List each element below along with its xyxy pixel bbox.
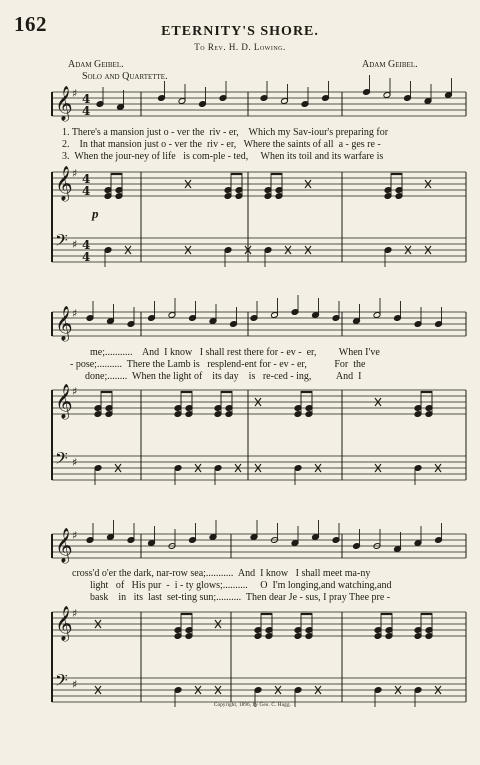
dynamic-marking: p <box>92 206 99 221</box>
sharp-icon: ♯ <box>72 87 78 100</box>
time-signature-icon: 4 <box>82 92 91 106</box>
lyric-line-s2-v2: - pose;.......... There the Lamb is resplend-ent for - ev - er, For the <box>70 359 366 370</box>
sharp-icon: ♯ <box>72 678 78 691</box>
time-signature-icon: 4 <box>82 172 91 186</box>
hymn-title: ETERNITY'S SHORE. <box>161 24 319 39</box>
sharp-icon: ♯ <box>72 385 78 398</box>
dedication: To Rev. H. D. Lowing. <box>194 42 286 52</box>
copyright-notice: Copyright, 1896, by Geo. C. Hugg. <box>214 703 292 708</box>
lyric-line-s3-v2: light of His pur - i - ty glows;.......... O I'm longing,and watching,and <box>90 580 392 591</box>
sharp-icon: ♯ <box>72 456 78 469</box>
treble-clef-icon: 𝄞 <box>55 528 73 563</box>
lyric-line-s1-v2: 2. In that mansion just o - ver the riv - er, Where the saints of all a - ges re - <box>62 139 381 150</box>
sharp-icon: ♯ <box>72 167 78 180</box>
treble-clef-icon: 𝄞 <box>55 306 73 341</box>
bass-clef-icon: 𝄢 <box>55 670 68 694</box>
section-label: Solo and Quartette. <box>82 71 168 82</box>
composer-credit: Adam Geibel. <box>362 59 418 70</box>
treble-clef-icon: 𝄞 <box>55 606 73 641</box>
sharp-icon: ♯ <box>72 607 78 620</box>
treble-clef-icon: 𝄞 <box>55 384 73 419</box>
sharp-icon: ♯ <box>72 307 78 320</box>
sharp-icon: ♯ <box>72 529 78 542</box>
lyric-line-s1-v1: 1. There's a mansion just o - ver the riv - er, Which my Sav-iour's preparing for <box>62 127 389 138</box>
time-signature-icon: 4 <box>82 184 91 198</box>
bass-clef-icon: 𝄢 <box>55 230 68 254</box>
page-number: 162 <box>14 12 47 36</box>
lyric-line-s3-v3: bask in its last set-ting sun;.......... Then dear Je - sus, I pray Thee pre - <box>90 592 391 603</box>
sharp-icon: ♯ <box>72 238 78 251</box>
treble-clef-icon: 𝄞 <box>55 86 73 121</box>
lyric-line-s2-v3: done;........ When the light of its day is re-ced - ing, And I <box>85 371 362 382</box>
time-signature-icon: 4 <box>82 238 91 252</box>
bass-clef-icon: 𝄢 <box>55 448 68 472</box>
time-signature-icon: 4 <box>82 250 91 264</box>
lyricist-credit: Adam Geibel. <box>68 59 124 70</box>
score-engraving <box>52 75 466 707</box>
lyric-line-s2-v1: me;........... And I know I shall rest there for - ev - er, When I've <box>90 347 380 358</box>
time-signature-icon: 4 <box>82 104 91 118</box>
treble-clef-icon: 𝄞 <box>55 166 73 201</box>
lyric-line-s3-v1: cross'd o'er the dark, nar-row sea;........... And I know I shall meet ma-ny <box>72 568 371 579</box>
lyric-line-s1-v3: 3. When the jour-ney of life is com-ple - ted, When its toil and its warfare is <box>62 151 384 162</box>
